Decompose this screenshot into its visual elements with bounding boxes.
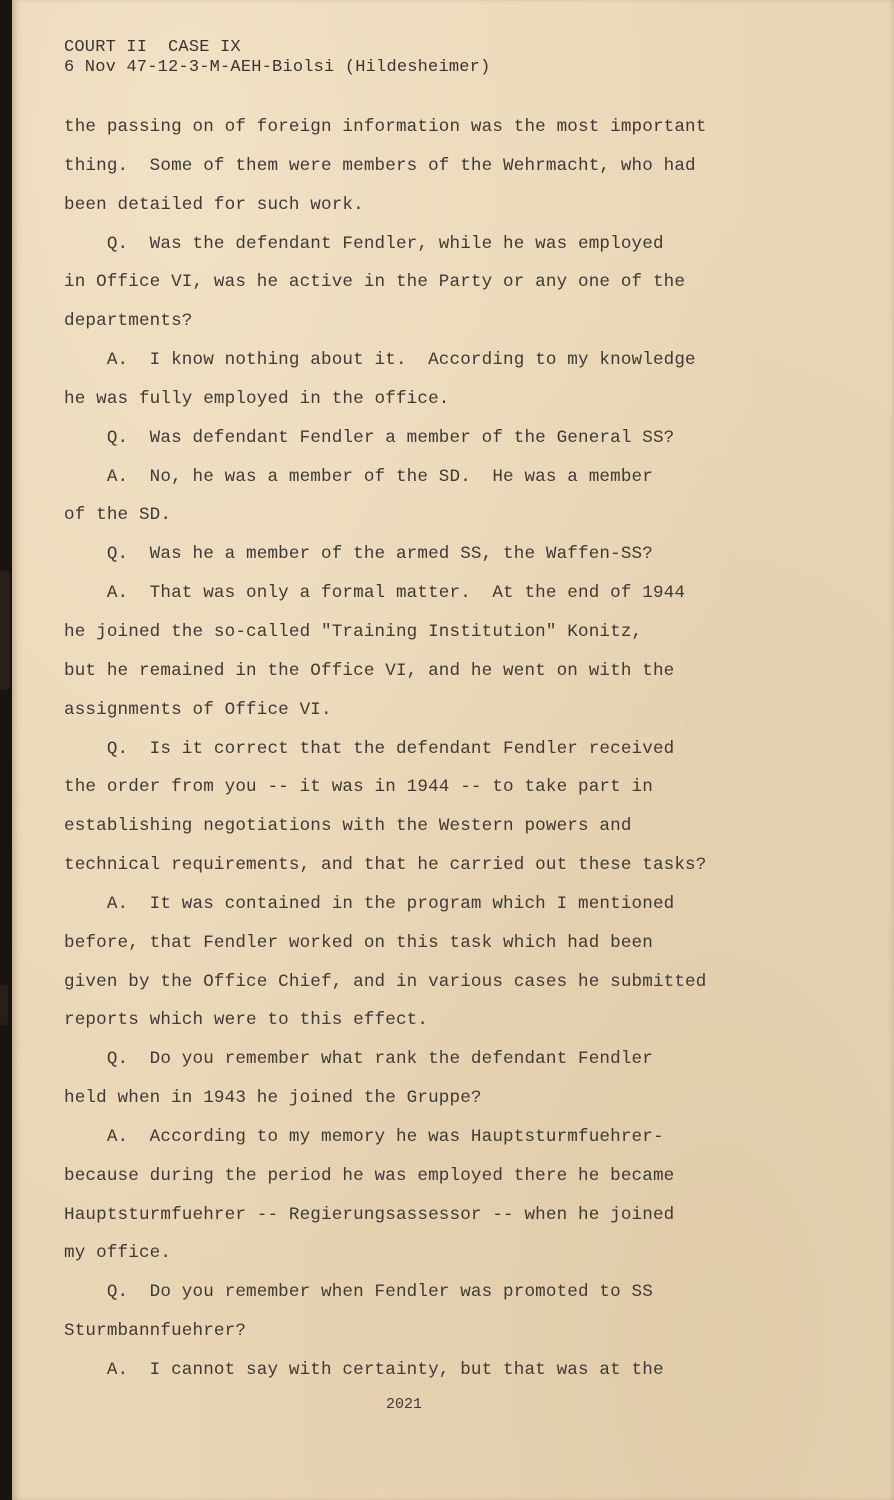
text-line: A. According to my memory he was Hauptsturmfuehrer- xyxy=(64,1126,664,1147)
text-line: Q. Was the defendant Fendler, while he was employed xyxy=(64,233,664,254)
text-line: held when in 1943 he joined the Gruppe? xyxy=(64,1088,482,1109)
text-line: A. It was contained in the program which I mentioned xyxy=(64,893,675,914)
text-line: Q. Do you remember when Fendler was promoted to SS xyxy=(64,1282,653,1303)
text-line: the order from you -- it was in 1944 -- to take part in xyxy=(64,777,653,798)
text-line: assignments of Office VI. xyxy=(64,699,332,720)
text-line: A. That was only a formal matter. At the end of 1944 xyxy=(64,583,686,604)
text-line: been detailed for such work. xyxy=(64,194,364,215)
text-line: he was fully employed in the office. xyxy=(64,388,450,409)
text-line: establishing negotiations with the Western powers and xyxy=(64,816,632,837)
document-header xyxy=(64,38,490,78)
text-line: Q. Is it correct that the defendant Fendler received xyxy=(64,738,675,759)
text-line: thing. Some of them were members of the Wehrmacht, who had xyxy=(64,155,696,176)
text-line: because during the period he was employed there he became xyxy=(64,1165,675,1186)
text-line: Sturmbannfuehrer? xyxy=(64,1321,247,1342)
text-line: A. No, he was a member of the SD. He was a member xyxy=(64,466,653,487)
binding-tear-mark xyxy=(0,570,10,690)
transcript-body xyxy=(64,108,824,1390)
text-line: Hauptsturmfuehrer -- Regierungsassessor -- when he joined xyxy=(64,1204,675,1225)
text-line: A. I know nothing about it. According to my knowledge xyxy=(64,350,696,371)
page-number: 2021 xyxy=(386,1396,423,1413)
text-line: Q. Do you remember what rank the defendant Fendler xyxy=(64,1049,653,1070)
text-line: Q. Was he a member of the armed SS, the Waffen-SS? xyxy=(64,544,653,565)
text-line: he joined the so-called "Training Institution" Konitz, xyxy=(64,621,643,642)
text-line: of the SD. xyxy=(64,505,172,526)
text-line: before, that Fendler worked on this task which had been xyxy=(64,932,653,953)
text-line: departments? xyxy=(64,311,193,332)
text-line: in Office VI, was he active in the Party or any one of the xyxy=(64,272,686,293)
header-court-case: COURT II CASE IX xyxy=(64,38,241,57)
binding-tear-mark xyxy=(0,985,8,1025)
text-line: but he remained in the Office VI, and he went on with the xyxy=(64,660,675,681)
text-line: my office. xyxy=(64,1243,172,1264)
text-line: A. I cannot say with certainty, but that was at the xyxy=(64,1360,664,1380)
text-line: the passing on of foreign information was the most important xyxy=(64,117,707,137)
text-line: given by the Office Chief, and in various cases he submitted xyxy=(64,971,707,992)
document-page xyxy=(12,0,894,1500)
header-date-reference: 6 Nov 47-12-3-M-AEH-Biolsi (Hildesheimer) xyxy=(64,58,491,77)
text-line: Q. Was defendant Fendler a member of the General SS? xyxy=(64,427,675,448)
text-line: technical requirements, and that he carried out these tasks? xyxy=(64,855,707,876)
text-line: reports which were to this effect. xyxy=(64,1010,429,1031)
